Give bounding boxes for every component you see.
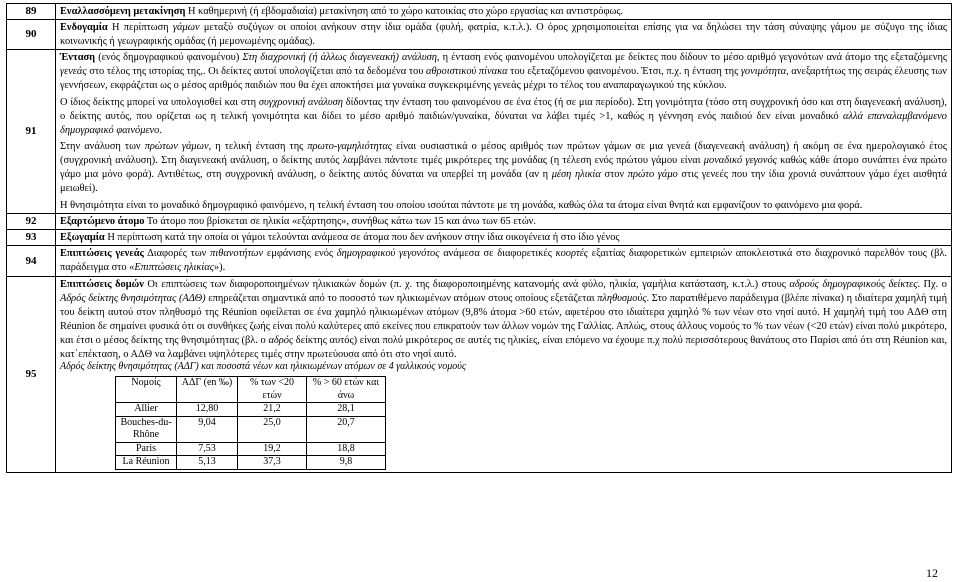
stats-header-row [116, 377, 386, 403]
entry-definition: Εξαρτώμενο άτομο Το άτομο που βρίσκεται σε ηλικία «εξάρτησης», συνήθως κάτω των 15 και άνω των 65 ετών. [56, 213, 952, 229]
stats-header-cell: Νομοίς [116, 377, 177, 403]
glossary-row [7, 229, 952, 245]
glossary-row [7, 245, 952, 276]
stats-row [116, 442, 386, 456]
glossary-row [7, 276, 952, 472]
paragraph: Στην ανάλυση των πρώτων γάμων, η τελική ένταση της πρωτο-γαμηλιότητας είναι ουσιαστικά ο μέσος αριθμός των πρώτων γάμων σε μια γενεά (διαγενεακή ανάλυση) ή ακόμη σε ένα ημερολογιακό έτος (συγχρονική ανάλυση). Στη διαγενεακή ανάλυση, ο δείκτης αυτός λαμβάνει πάντοτε τιμές μικρότερες της μονάδας (η τέλεση ενός πρώτου γάμου είναι μοναδικό γεγονός καθώς κάθε άτομο συνάπτει ένα πρώτο γάμο μια μόνο φορά). Αντιθέτως, στη συγχρονική ανάλυση, ο δείκτης αυτός δύναται να υπερβεί τη μονάδα (αν η μέση ηλικία στον πρώτο γάμο στις γενεές που την ίδια χρονιά συνάπτουν γάμο έχει αισθητά μειωθεί). [60, 141, 948, 195]
stats-row [116, 416, 386, 442]
entry-definition: Ενδογαμία Η περίπτωση γάμων μεταξύ συζύγων οι οποίοι ανήκουν στην ίδια ομάδα (φυλή, φατρία, κ.τ.λ.). Ο όρος χρησιμοποιείται επίσης για να δηλώσει την τάση σύναψης γάμου με σύζυγο της ίδιας κοινωνικής ή γεωγραφικής ομάδας (ή μεμονωμένης ομάδας). [56, 20, 952, 50]
glossary-row [7, 50, 952, 214]
stats-cell: 9,04 [177, 416, 238, 442]
stats-cell: 28,1 [307, 403, 386, 417]
stats-header-cell: ΑΔΓ (en ‰) [177, 377, 238, 403]
entry-term: Επιπτώσεις γενεάς [60, 247, 144, 259]
stats-cell: 37,3 [238, 456, 307, 470]
entry-number: 91 [7, 50, 56, 214]
glossary-row [7, 20, 952, 50]
table-caption: Αδρός δείκτης θνησιμότητας (ΑΔΓ) και ποσοστά νέων και ηλικιωμένων ατόμων σε 4 γαλλικούς νομούς [60, 361, 466, 373]
entry-term: Ενδογαμία [60, 22, 108, 33]
entry-number: 94 [7, 245, 56, 276]
stats-cell: La Réunion [116, 456, 177, 470]
page-number: 12 [926, 566, 938, 580]
paragraph: Η θνησιμότητα είναι το μοναδικό δημογραφικό φαινόμενο, η τελική ένταση του οποίου ισούται πάντοτε με τη μονάδα, καθώς όλα τα άτομα είναι θνητά και εμφανίζουν το φαινόμενο μια φορά. [60, 200, 863, 212]
stats-header-cell: % > 60 ετών και άνω [307, 377, 386, 403]
entry-definition [56, 276, 952, 472]
stats-header-cell: % των <20 ετών [238, 377, 307, 403]
stats-cell: 7,53 [177, 442, 238, 456]
entry-number: 93 [7, 229, 56, 245]
stats-cell: 19,2 [238, 442, 307, 456]
stats-cell: Allier [116, 403, 177, 417]
entry-number: 95 [7, 276, 56, 472]
glossary-row [7, 4, 952, 20]
entry-term: Επιπτώσεις δομών [60, 278, 144, 290]
stats-cell: 12,80 [177, 403, 238, 417]
entry-number: 92 [7, 213, 56, 229]
entry-definition: Επιπτώσεις γενεάς Διαφορές των πιθανοτήτων εμφάνισης ενός δημογραφικού γεγονότος ανάμεσα σε διαφορετικές κοορτές εξαιτίας διαφορετικών εμπειριών αποκλειστικά στο διαχρονικό παρελθόν τους (βλ. παράδειγμα στο «Επιπτώσεις ηλικίας»). [56, 245, 952, 276]
stats-cell: 18,8 [307, 442, 386, 456]
entry-number: 89 [7, 4, 56, 20]
glossary-row [7, 213, 952, 229]
entry-definition: Εναλλασσόμενη μετακίνηση Η καθημερινή (ή εβδομαδιαία) μετακίνηση από το χώρο κατοικίας στο χώρο εργασίας και αντιστρόφως. [56, 4, 952, 20]
paragraph: Ο ίδιος δείκτης μπορεί να υπολογισθεί και στη συγχρονική ανάλυση δίδοντας την ένταση του φαινομένου σε ένα έτος (ή σε μια περίοδο). Στη γονιμότητα (τόσο στη συγχρονική όσο και στη διαγενεακή ανάλυση), ο δείκτης αυτός, που ορίζεται ως η τελική γονιμότητα και δίδει το μέσο αριθμό παιδιών/γυναίκα, δύναται να λάβει τιμές >1, καθώς η γέννηση ενός παιδιού δεν είναι μοναδικό αλλά επαναλαμβανόμενο δημογραφικό φαινόμενο. [60, 96, 947, 136]
stats-cell: 5,13 [177, 456, 238, 470]
stats-cell: 25,0 [238, 416, 307, 442]
entry-term: Εξαρτώμενο άτομο [60, 215, 145, 227]
entry-term: Ένταση [60, 52, 96, 63]
stats-cell: 20,7 [307, 416, 386, 442]
stats-cell: Paris [116, 442, 177, 456]
entry-definition [56, 50, 952, 214]
stats-cell: 9,8 [307, 456, 386, 470]
stats-row [116, 456, 386, 470]
stats-cell: 21,2 [238, 403, 307, 417]
glossary-table [6, 3, 952, 473]
entry-definition: Εξωγαμία Η περίπτωση κατά την οποία οι γάμοι τελούνται ανάμεσα σε άτομα που δεν ανήκουν στην ίδια οικογένεια ή στο ίδιο γένος [56, 229, 952, 245]
entry-number: 90 [7, 20, 56, 50]
stats-row [116, 403, 386, 417]
stats-cell: Bouches-du-Rhône [116, 416, 177, 442]
entry-term: Εναλλασσόμενη μετακίνηση [60, 6, 186, 17]
stats-table [115, 376, 386, 470]
paragraph: Ένταση (ενός δημογραφικού φαινομένου) Στη διαχρονική (ή άλλως διαγενεακή) ανάλυση, η ένταση ενός φαινομένου υπολογίζεται με δείκτες που δίδουν το μέσο αριθμό γεγονότων ανά άτομο της εξεταζόμενης γενεάς στο τέλος της ιστορίας της,. Οι δείκτες αυτοί υπολογίζεται από τα δεδομένα του αθροιστικού πίνακα του εξεταζόμενου φαινομένου. Έτσι, π.χ. η ένταση της γονιμότητα, ανεξαρτήτως της σειράς έλευσης των γεννήσεων, εκφράζεται ως ο μέσος αριθμός παιδιών που θα έχει αποκτήσει μια γυναίκα συγκεκριμένης γενεάς μέχρι το τέλος του αναπαραγωγικού της κύκλου. [60, 52, 947, 91]
paragraph: Επιπτώσεις δομών Οι επιπτώσεις των διαφοροποιημένων ηλικιακών δομών (π. χ. της διαφοροποιημένης κατανομής ανά φύλο, ηλικία, γαμήλια κατάσταση, κ.τ.λ.) στους αδρούς δημογραφικούς δείκτες. Πχ. ο Αδρός δείκτης θνησιμότητας (ΑΔΘ) επηρεάζεται σημαντικά από το ποσοστό των ηλικιωμένων ατόμων στους οποίους εξετάζεται πληθυσμούς. Στο παρατιθέμενο παράδειγμα (βλέπε πίνακα) η ιδιαίτερα χαμηλή τιμή του δείκτη αυτού στον πληθυσμό της Réunion οφείλεται σε ένα χαμηλό ηλικιωμένων ατόμων (9,8% άτομα >60 ετών, αφετέρου στο ιδιαίτερα χαμηλό % των νέων στο νησί αυτό. Η χαμηλή τιμή του ΑΔΘ στη Réunion δε σημαίνει φυσικά ότι οι συνθήκες ζωής είναι πολύ καλύτερες από εκείνες που επικρατούν των άλλων νομών της Γαλλίας. Απλώς, στους άλλους νομούς το % των νέων (<20 ετών) είναι πολύ μικρότερο, και έτσι ο μέσος δείκτης της θνησιμότητας (βλ. ο αδρός δείκτης αυτός) είναι πολύ μικρότερος σε αυτές τις ηλικίες, είναι επόμενο να έχουμε π.χ πολύ περισσότερους θανάτους στο Παρίσι από ότι στη Réunion και, κατ΄επέκταση, ο ΑΔΘ να λαμβάνει υψηλότερες τιμές στην πρωτεύουσα από ότι στο νησί αυτό. [60, 278, 948, 360]
entry-term: Εξωγαμία [60, 231, 105, 243]
